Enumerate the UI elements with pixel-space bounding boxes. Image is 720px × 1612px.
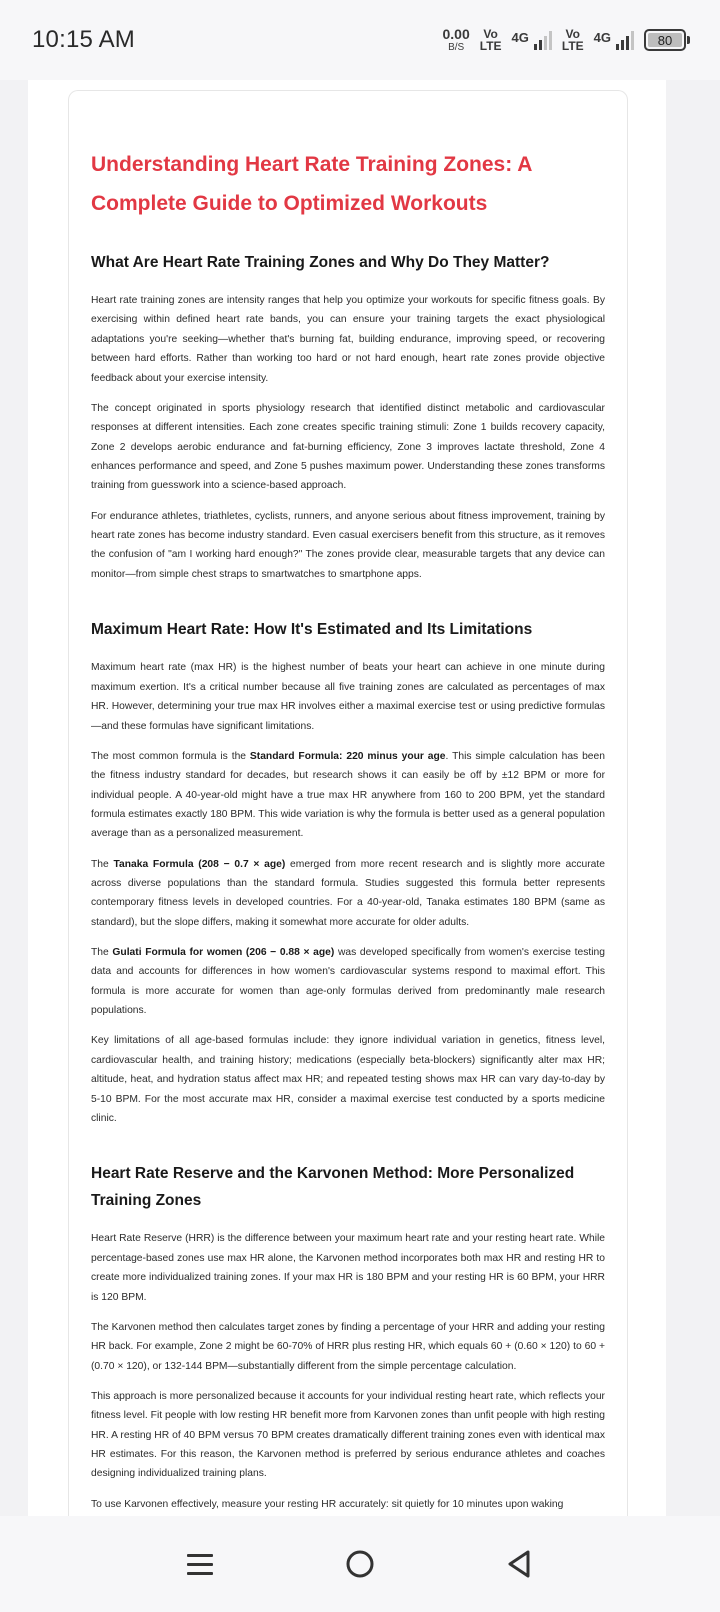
paragraph: The Karvonen method then calculates target zones by finding a percentage of your HRR and adding your resting HR back. For example, Zone 2 might be 60-70% of HRR plus resting HR, which equals 60 + (0.60 × 120) to 60 + (0.70 × 120), or 132-144 BPM—substantially different from the simple percentage calculation. [91,1321,605,1372]
text: The [91,946,113,958]
paragraph: Maximum heart rate (max HR) is the highest number of beats your heart can achieve in one minute during maximum exertion. It's a critical number because all five training zones are calculated as percentages of max HR. However, determining your true max HR involves either a maximal exercise test or using predictive formulas—and these formulas have significant limitations. [91,662,605,732]
volte-1-top: Vo [483,27,498,41]
clock: 10:15 AM [32,26,136,53]
article-card [68,90,628,1520]
section-heading-training-zones: What Are Heart Rate Training Zones and Why Do They Matter? [91,254,550,271]
network-type-1: 4G [511,30,529,45]
paragraph: Heart Rate Reserve (HRR) is the difference between your maximum heart rate and your resting heart rate. While percentage-based zones use max HR alone, the Karvonen method incorporates both max HR and resting HR to create more individualized training zones. If your max HR is 180 BPM and your resting HR is 60 BPM, your HRR is 120 BPM. [91,1233,605,1303]
paragraph-tanaka-formula [91,855,605,933]
paragraph-gulati-formula [91,943,605,1021]
home-button[interactable] [330,1534,390,1594]
signal-icon-2 [594,30,634,50]
volte-icon-1 [480,28,502,52]
menu-lines-icon [185,1549,215,1579]
paragraph: Key limitations of all age-based formulas include: they ignore individual variation in genetics, fitness level, cardiovascular health, and training history; medications (especially beta-blockers) significantly alter max HR; altitude, heat, and hydration status affect max HR; and repeated testing shows max HR can vary day-to-day by 5-10 BPM. For the most accurate max HR, consider a maximal exercise test conducted by a sports medicine clinic. [91,1035,605,1124]
text: The most common formula is the [91,750,250,762]
article-title: Understanding Heart Rate Training Zones: A Complete Guide to Optimized Workouts [91,153,532,215]
network-speed-value: 0.00 [442,26,470,42]
section-heading-karvonen: Heart Rate Reserve and the Karvonen Method: More Personalized Training Zones [91,1165,575,1210]
gulati-formula-bold: Gulati Formula for women (206 − 0.88 × age) [112,946,335,958]
paragraph: The concept originated in sports physiology research that identified distinct metabolic and cardiovascular responses at different intensities. Each zone creates specific training stimuli: Zone 1 builds recovery capacity, Zone 2 develops aerobic endurance and fat-burning efficiency, Zone 3 improves lactate threshold, Zone 4 enhances performance and speed, and Zone 5 pushes maximum power. Understanding these zones transforms training from guesswork into a science-based approach. [91,402,605,492]
triangle-back-icon [505,1549,535,1579]
network-speed-unit: B/S [448,42,465,53]
paragraph: For endurance athletes, triathletes, cyclists, runners, and anyone serious about fitness improvement, training by heart rate zones has become industry standard. Even casual exercisers benefit from this structure, as it removes the confusion of "am I working hard enough?" The zones provide clear, measurable targets that any device can monitor—from simple chest straps to smartwatches to smartphone apps. [91,510,605,580]
paragraph: This approach is more personalized because it accounts for your individual resting heart rate, which reflects your fitness level. Fit people with low resting HR benefit more from Karvonen zones than unfit people with high resting HR. A resting HR of 40 BPM versus 70 BPM creates dramatically different training zones even with identical max HR estimates. For this reason, the Karvonen method is preferred by serious endurance athletes and coaches designing individualized training plans. [91,1390,605,1480]
volte-2-top: Vo [565,27,580,41]
text: The [91,858,114,870]
back-button[interactable] [490,1534,550,1594]
paragraph: To use Karvonen effectively, measure your resting HR accurately: sit quietly for 10 minutes upon waking [91,1498,564,1510]
paragraph-standard-formula [91,747,605,844]
text: . This simple calculation has been the fitness industry standard for decades, but research shows it can easily be off by ±12 BPM or more for individual people. A 40-year-old might have a true max HR anywhere from 160 to 200 BPM, yet the standard formula estimates exactly 180 BPM. This wide variation is why the formula is better used as a general population average than as a personalized measurement. [91,750,605,840]
volte-1-bottom: LTE [479,39,502,53]
text: was developed specifically from women's exercise testing data and accounts for differences in how women's cardiovascular systems respond to maximal effort. This formula is more accurate for women than age-only formulas derived from predominantly male research populations. [91,946,606,1017]
volte-2-bottom: LTE [561,39,584,53]
network-speed [443,27,470,53]
battery-level: 80 [648,33,682,47]
tanaka-formula-bold: Tanaka Formula (208 − 0.7 × age) [113,858,286,870]
paragraph: Heart rate training zones are intensity ranges that help you optimize your workouts for specific fitness goals. By exercising within defined heart rate bands, you can ensure your training targets the exact physiological adaptations you're seeking—whether that's burning fat, building endurance, improving speed, or recovering between hard efforts. Rather than working too hard or not hard enough, heart rate zones provide objective feedback about your exercise intensity. [91,295,605,384]
section-heading-max-heart-rate: Maximum Heart Rate: How It's Estimated and Its Limitations [91,621,533,639]
volte-icon-2 [562,28,584,52]
circle-home-icon [345,1549,375,1579]
battery-icon [644,29,690,51]
status-bar [0,0,720,80]
network-type-2: 4G [593,30,611,45]
standard-formula-bold: Standard Formula: 220 minus your age [249,750,446,762]
text: emerged from more recent research and is slightly more accurate across diverse populations than the standard formula. Studies suggested this formula better represents contemporary fitness levels in developed countries. For a 40-year-old, Tanaka estimates 180 BPM (same as standard), but the slope differs, making it somewhat more accurate for older adults. [91,858,605,928]
navigation-bar [0,1516,720,1612]
page-background-right [640,80,666,1516]
recents-button[interactable] [170,1534,230,1594]
signal-icon-1 [512,30,552,50]
status-icons [443,27,691,53]
